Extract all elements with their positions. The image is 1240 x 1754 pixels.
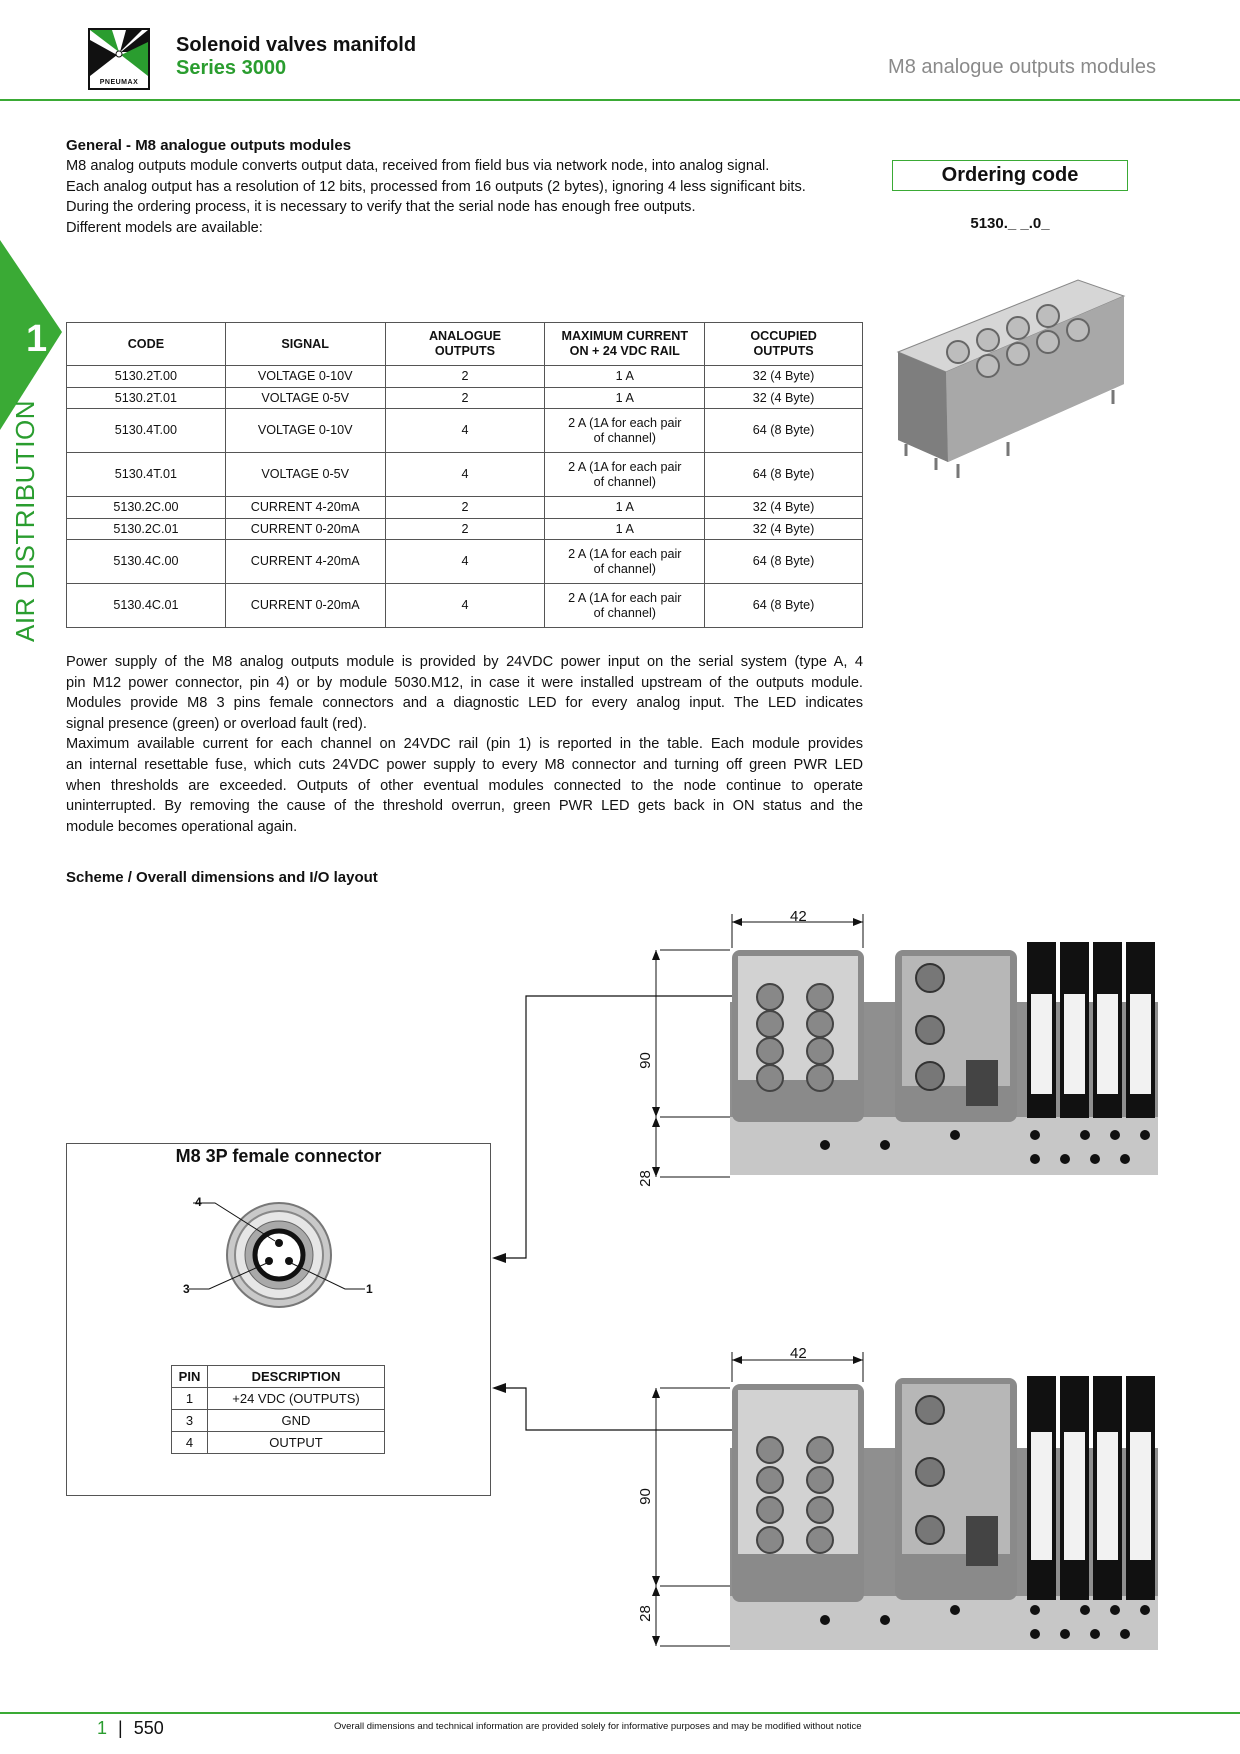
table-row (67, 409, 863, 453)
manifold-top-drawing (640, 912, 1170, 1267)
power-line: signal presence (green) or overload fault (red). (66, 715, 367, 732)
ordering-code-value: 5130._ _.0_ (970, 215, 1050, 232)
general-text (66, 156, 866, 238)
pin-label: 3 (183, 1282, 190, 1296)
table-cell: 4 (385, 409, 545, 453)
table-cell: GND (208, 1410, 385, 1432)
table-header-row (67, 323, 863, 366)
header-section: M8 analogue outputs modules (888, 56, 1156, 78)
table-cell: 1 A (545, 366, 705, 388)
table-cell: 32 (4 Byte) (705, 518, 863, 540)
table-cell: 2 A (1A for each pair of channel) (545, 409, 705, 453)
dim-base-top: 28 (636, 1170, 654, 1187)
power-line: Modules provide M8 3 pins female connectors and a diagnostic LED for every analog input. The LED indicates (66, 695, 863, 712)
table-cell: 4 (385, 453, 545, 497)
table-cell: 5130.4T.00 (67, 409, 226, 453)
table-row (67, 497, 863, 519)
table-cell: 1 A (545, 497, 705, 519)
table-cell: 32 (4 Byte) (705, 387, 863, 409)
pneumax-logo (88, 28, 150, 90)
table-cell: 3 (172, 1410, 208, 1432)
table-cell: 64 (8 Byte) (705, 540, 863, 584)
table-cell: VOLTAGE 0-5V (225, 453, 385, 497)
table-header-row (172, 1366, 385, 1388)
table-row (172, 1388, 385, 1410)
footer-chapter: 1 (97, 1718, 108, 1738)
scheme-heading: Scheme / Overall dimensions and I/O layout (66, 869, 378, 886)
col-header: MAXIMUM CURRENT ON + 24 VDC RAIL (545, 323, 705, 366)
general-line: M8 analog outputs module converts output data, received from field bus via network node, into analog signal. (66, 158, 770, 174)
power-line: uninterrupted. By removing the cause of the threshold overrun, green PWR LED gets back in ON status and the (66, 798, 863, 815)
col-header: CODE (67, 323, 226, 366)
table-cell: 32 (4 Byte) (705, 366, 863, 388)
table-cell: 2 (385, 497, 545, 519)
footer-page-number: 1 | 550 (97, 1718, 164, 1738)
table-cell: 4 (385, 584, 545, 628)
table-row (67, 366, 863, 388)
table-cell: 2 A (1A for each pair of channel) (545, 453, 705, 497)
col-header: SIGNAL (225, 323, 385, 366)
pin-table (171, 1365, 385, 1454)
table-cell: 5130.2T.01 (67, 387, 226, 409)
side-tab-label: AIR DISTRIBUTION (10, 399, 40, 642)
dim-height-bottom: 90 (636, 1488, 654, 1505)
table-cell: 64 (8 Byte) (705, 584, 863, 628)
table-cell: 5130.2T.00 (67, 366, 226, 388)
table-row (67, 540, 863, 584)
col-header: DESCRIPTION (208, 1366, 385, 1388)
table-cell: +24 VDC (OUTPUTS) (208, 1388, 385, 1410)
table-cell: 4 (172, 1432, 208, 1454)
power-line: module becomes operational again. (66, 818, 298, 835)
table-cell: 2 (385, 387, 545, 409)
power-line: Maximum available current for each channel on 24VDC rail (pin 1) is reported in the table. Each module provides (66, 736, 863, 753)
table-cell: 5130.4C.01 (67, 584, 226, 628)
general-line: Each analog output has a resolution of 12 bits, processed from 16 outputs (2 bytes), ignoring 4 less significant bits. (66, 178, 806, 195)
table-cell: CURRENT 0-20mA (225, 584, 385, 628)
col-header: ANALOGUE OUTPUTS (385, 323, 545, 366)
side-tab-number: 1 (26, 318, 48, 360)
table-cell: 5130.2C.01 (67, 518, 226, 540)
manifold-bottom-drawing (640, 1348, 1170, 1703)
table-cell: 2 A (1A for each pair of channel) (545, 540, 705, 584)
table-cell: 4 (385, 540, 545, 584)
table-row (67, 518, 863, 540)
table-cell: 32 (4 Byte) (705, 497, 863, 519)
table-row (172, 1410, 385, 1432)
table-cell: VOLTAGE 0-10V (225, 409, 385, 453)
table-row (67, 584, 863, 628)
table-cell: 5130.4C.00 (67, 540, 226, 584)
dim-base-bottom: 28 (636, 1605, 654, 1622)
power-line: pin M12 power connector, pin 4) or by module 5030.M12, in case it were installed upstream of the outputs module. (66, 674, 863, 691)
table-cell: OUTPUT (208, 1432, 385, 1454)
footer-rule (0, 1712, 1240, 1714)
dim-width-top: 42 (790, 908, 807, 925)
header-rule (0, 99, 1240, 101)
table-cell: CURRENT 0-20mA (225, 518, 385, 540)
pin-label: 4 (195, 1195, 202, 1209)
power-text (66, 652, 863, 837)
col-header: OCCUPIED OUTPUTS (705, 323, 863, 366)
table-cell: 64 (8 Byte) (705, 409, 863, 453)
footer-note: Overall dimensions and technical information are provided solely for informative purposes and may be modified without notice (334, 1721, 862, 1732)
dim-height-top: 90 (636, 1052, 654, 1069)
table-cell: 1 A (545, 387, 705, 409)
power-line: Power supply of the M8 analog outputs module is provided by 24VDC power input on the serial system (type A, 4 (66, 654, 863, 670)
logo-text: PNEUMAX (99, 79, 139, 86)
table-cell: 2 (385, 518, 545, 540)
table-cell: 2 (385, 366, 545, 388)
module-product-image (888, 272, 1138, 488)
table-cell: VOLTAGE 0-10V (225, 366, 385, 388)
general-line: During the ordering process, it is necessary to verify that the serial node has enough free outputs. (66, 199, 696, 216)
footer-page: 550 (133, 1718, 164, 1738)
table-cell: 5130.4T.01 (67, 453, 226, 497)
table-row (172, 1432, 385, 1454)
m8-connector-drawing (175, 1185, 385, 1315)
table-cell: 5130.2C.00 (67, 497, 226, 519)
power-line: when thresholds are exceeded. Outputs of other eventual modules connected to the node continue to operate (66, 777, 863, 794)
table-cell: CURRENT 4-20mA (225, 540, 385, 584)
col-header: PIN (172, 1366, 208, 1388)
spec-table (66, 322, 863, 628)
pneumax-logo-icon (90, 30, 148, 76)
dim-width-bottom: 42 (790, 1345, 807, 1362)
pin-label: 1 (366, 1282, 373, 1296)
table-cell: VOLTAGE 0-5V (225, 387, 385, 409)
ordering-code-title: Ordering code (892, 160, 1128, 191)
header-series: Series 3000 (176, 57, 287, 79)
table-cell: 1 A (545, 518, 705, 540)
power-line: an internal resettable fuse, which cuts 24VDC power supply to every M8 connector and turning off green PWR LED (66, 756, 863, 773)
table-row (67, 453, 863, 497)
table-cell: CURRENT 4-20mA (225, 497, 385, 519)
table-cell: 2 A (1A for each pair of channel) (545, 584, 705, 628)
table-cell: 64 (8 Byte) (705, 453, 863, 497)
general-heading: General - M8 analogue outputs modules (66, 137, 352, 154)
connector-title: M8 3P female connector (175, 1146, 382, 1166)
table-cell: 1 (172, 1388, 208, 1410)
header-title: Solenoid valves manifold (176, 34, 417, 56)
table-row (67, 387, 863, 409)
general-line: Different models are available: (66, 219, 263, 236)
